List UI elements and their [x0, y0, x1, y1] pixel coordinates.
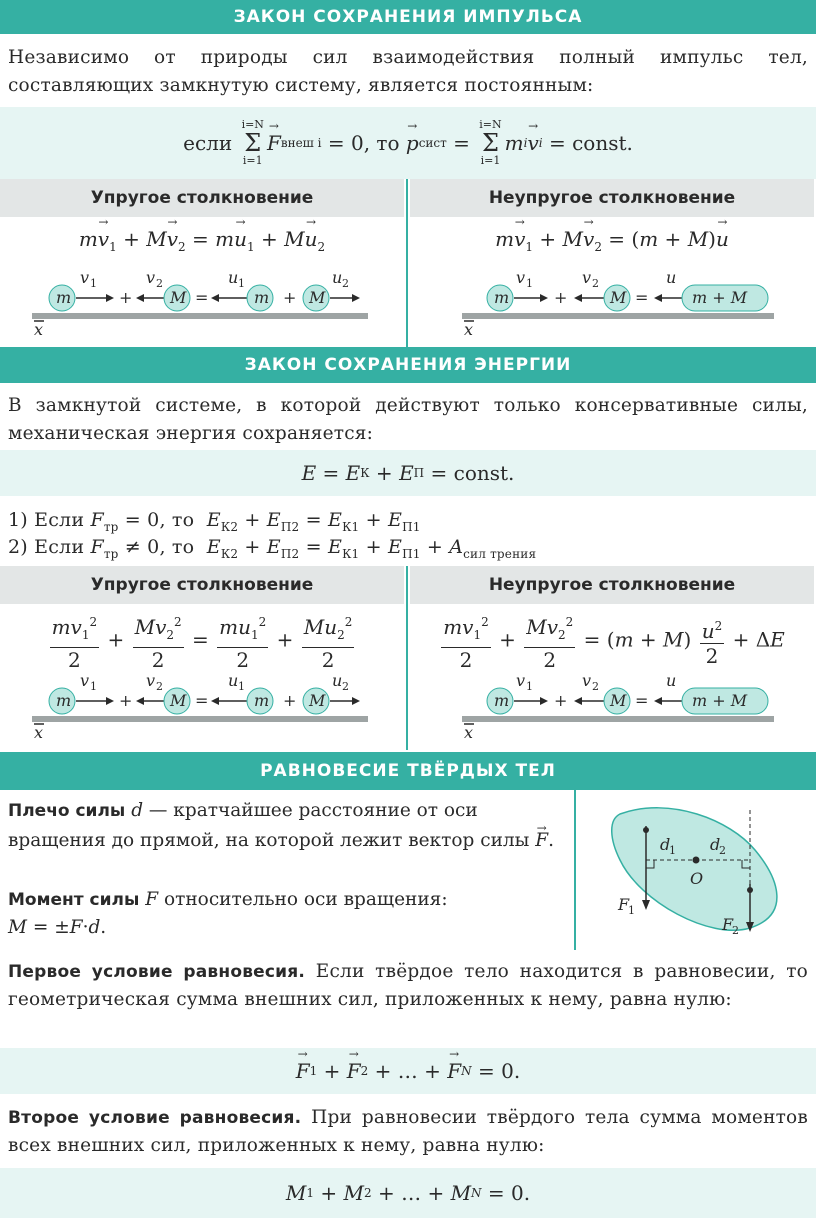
svg-text:M: M: [309, 288, 326, 307]
second-condition-text: Второе условие равновесия. При равновесии твёрдого тела сумма моментов всех внешних сил, приложенных к нему, равна нулю:: [8, 1107, 808, 1156]
svg-text:2: 2: [156, 680, 163, 693]
torque-definition: Момент силы F относительно оси вращения: M = ±F·d.: [8, 889, 448, 938]
momentum-elastic-panel: [0, 179, 404, 347]
svg-text:v: v: [80, 268, 90, 287]
svg-text:v: v: [516, 268, 526, 287]
svg-text:m: m: [494, 691, 510, 710]
svg-text:O: O: [690, 869, 704, 888]
vertical-divider: [406, 179, 408, 347]
equilibrium-section-header: РАВНОВЕСИЕ ТВЁРДЫХ ТЕЛ: [0, 752, 816, 790]
svg-text:1: 1: [669, 844, 676, 857]
svg-text:x: x: [34, 723, 44, 742]
svg-text:v: v: [582, 268, 592, 287]
panel-title: Упругое столкновение: [0, 566, 404, 604]
svg-text:m: m: [56, 288, 72, 307]
inelastic-collision-diagram-energy: [410, 670, 814, 750]
elastic-momentum-formula: $m\to v_1 + M\to v_2 = m\to u_1 + M\to u_2$: [0, 227, 404, 254]
energy-conservation-formula: E = E К + E П = const.: [0, 450, 816, 496]
momentum-inelastic-panel: [410, 179, 814, 347]
svg-text:+: +: [119, 691, 133, 710]
svg-text:F: F: [618, 895, 630, 914]
svg-text:+: +: [283, 288, 297, 307]
inelastic-collision-diagram: [410, 267, 814, 347]
svg-text:x: x: [464, 320, 474, 339]
second-condition-formula: M 1 + M 2 + … + M N = 0.: [0, 1168, 816, 1218]
svg-text:M: M: [610, 691, 627, 710]
svg-text:+: +: [554, 691, 568, 710]
svg-text:1: 1: [238, 680, 245, 693]
energy-section-header: ЗАКОН СОХРАНЕНИЯ ЭНЕРГИИ: [0, 347, 816, 383]
svg-text:1: 1: [628, 904, 635, 917]
svg-text:d: d: [660, 835, 671, 854]
lever-arm-definition: Плечо силы d — кратчайшее расстояние от оси вращения до прямой, на которой лежит вектор силы → F.: [8, 796, 564, 855]
svg-text:u: u: [666, 268, 677, 287]
svg-text:+: +: [554, 288, 568, 307]
elastic-energy-formula: $\frac{mv_1^2}{2}$ + $\frac{Mv_2^2}{2}$ = $\frac{mu_1^2}{2}$ + $\frac{Mu_2^2}{2}$: [0, 610, 404, 672]
elastic-collision-diagram-energy: [0, 670, 404, 750]
svg-text:u: u: [228, 268, 239, 287]
svg-text:2: 2: [732, 924, 739, 937]
momentum-conservation-formula: если i=N Σ i=1 → F внеш i = 0 , то → p сист = i=N Σ i=1 m i → v i = const.: [0, 107, 816, 179]
svg-text:m: m: [494, 288, 510, 307]
lever-arm-diagram: [580, 790, 816, 950]
svg-text:+: +: [283, 691, 297, 710]
first-condition-text: Первое условие равновесия. Если твёрдое тело находится в равновесии, то геометрическая сумма внешних сил, приложенных к нему, равна нулю:: [8, 961, 808, 1010]
svg-text:2: 2: [719, 844, 726, 857]
svg-text:1: 1: [90, 277, 97, 290]
elastic-collision-diagram: [0, 267, 404, 347]
energy-case-1: 1) Если $F_{тр} = 0$, то $E_{К2} + E_{П2} = E_{К1} + E_{П1}$: [8, 509, 421, 534]
svg-text:1: 1: [526, 277, 533, 290]
momentum-section-header: ЗАКОН СОХРАНЕНИЯ ИМПУЛЬСА: [0, 0, 816, 34]
svg-text:=: =: [635, 288, 649, 307]
svg-text:d: d: [710, 835, 721, 854]
inelastic-energy-formula: $\frac{mv_1^2}{2}$ + $\frac{Mv_2^2}{2}$ = (m + M) $\frac{u^2}{2}$ + ΔE: [410, 610, 814, 672]
svg-text:v: v: [516, 671, 526, 690]
svg-text:=: =: [195, 691, 209, 710]
svg-text:m: m: [56, 691, 72, 710]
svg-text:v: v: [582, 671, 592, 690]
svg-text:1: 1: [90, 680, 97, 693]
momentum-definition-text: Независимо от природы сил взаимодействия полный импульс тел, составляющих замкнутую систему, является постоянным:: [8, 47, 808, 96]
vertical-divider: [406, 566, 408, 750]
svg-text:v: v: [146, 671, 156, 690]
svg-text:x: x: [464, 723, 474, 742]
svg-text:M: M: [170, 288, 187, 307]
svg-text:+: +: [119, 288, 133, 307]
svg-text:v: v: [80, 671, 90, 690]
svg-text:=: =: [195, 288, 209, 307]
svg-text:u: u: [332, 671, 343, 690]
panel-title: Неупругое столкновение: [410, 179, 814, 217]
svg-text:x: x: [34, 320, 44, 339]
svg-text:1: 1: [238, 277, 245, 290]
svg-text:v: v: [146, 268, 156, 287]
first-condition-formula: → F 1 + → F 2 + … + → F N = 0.: [0, 1048, 816, 1094]
svg-text:2: 2: [592, 277, 599, 290]
svg-text:2: 2: [342, 680, 349, 693]
svg-text:m: m: [254, 288, 270, 307]
svg-text:F: F: [722, 915, 734, 934]
svg-text:M: M: [610, 288, 627, 307]
svg-text:m: m: [254, 691, 270, 710]
svg-text:2: 2: [592, 680, 599, 693]
panel-title: Упругое столкновение: [0, 179, 404, 217]
svg-text:1: 1: [526, 680, 533, 693]
svg-text:M: M: [309, 691, 326, 710]
energy-inelastic-panel: [410, 566, 814, 750]
svg-text:u: u: [228, 671, 239, 690]
inelastic-momentum-formula: $m\to v_1 + M\to v_2 = (m + M)\to u$: [410, 227, 814, 254]
panel-title: Неупругое столкновение: [410, 566, 814, 604]
svg-text:u: u: [666, 671, 677, 690]
svg-text:M: M: [170, 691, 187, 710]
svg-text:2: 2: [342, 277, 349, 290]
svg-text:m + M: m + M: [692, 288, 748, 307]
energy-case-2: 2) Если $F_{тр} \ne 0$, то $E_{К2} + E_{П2} = E_{К1} + E_{П1} + A_{сил трения}$: [8, 536, 537, 561]
svg-text:u: u: [332, 268, 343, 287]
energy-definition-text: В замкнутой системе, в которой действуют только консервативные силы, механическая энергия сохраняется:: [8, 395, 808, 444]
vertical-divider: [574, 790, 576, 950]
svg-text:2: 2: [156, 277, 163, 290]
svg-text:m + M: m + M: [692, 691, 748, 710]
energy-elastic-panel: [0, 566, 404, 750]
svg-text:=: =: [635, 691, 649, 710]
